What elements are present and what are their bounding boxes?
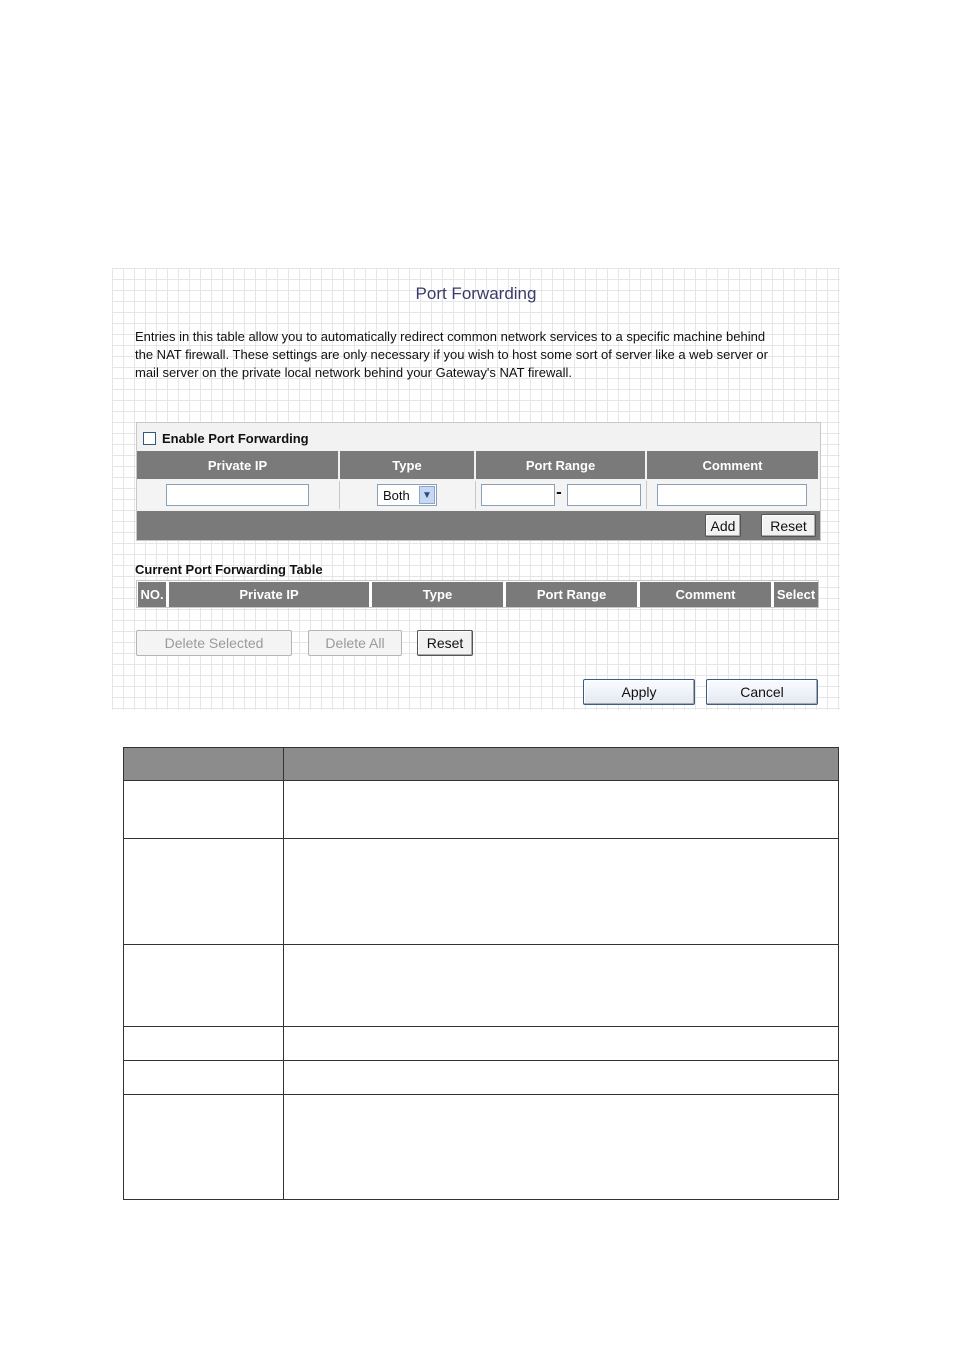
delete-selected-button[interactable]: Delete Selected [136,630,292,656]
type-select[interactable] [377,484,437,506]
range-separator: - [556,485,562,501]
table-cell [124,1095,284,1200]
table-row [124,1027,839,1061]
page-title: Port Forwarding [415,284,537,303]
enable-port-forwarding-label: Enable Port Forwarding [162,430,309,446]
comment-cell [647,481,820,509]
column-comment: Comment [640,582,771,607]
type-select-value: Both [383,487,410,503]
type-cell [340,481,476,509]
column-select: Select [774,582,818,607]
current-table-header [136,580,819,608]
port-forwarding-form [136,422,821,541]
description-table [123,747,839,1200]
table-cell [284,748,839,781]
column-type: Type [372,582,503,607]
header-type: Type [340,451,474,479]
table-cell [284,945,839,1027]
table-cell [124,839,284,945]
table-row [124,781,839,839]
table-cell [284,1061,839,1095]
header-private-ip: Private IP [137,451,338,479]
chevron-down-icon[interactable]: ▼ [419,486,435,504]
table-cell [284,839,839,945]
table-cell [284,1027,839,1061]
table-cell [124,748,284,781]
description-line: the NAT firewall. These settings are only necessary if you wish to host some sort of server like a web server or [135,347,768,362]
enable-port-forwarding-row [143,430,309,446]
table-cell [284,1095,839,1200]
table-reset-button[interactable]: Reset [417,630,473,656]
table-cell [284,781,839,839]
comment-input[interactable] [657,484,807,506]
form-header-row [137,451,820,479]
column-port-range: Port Range [506,582,637,607]
description [135,328,825,382]
description-line: Entries in this table allow you to automatically redirect common network services to a specific machine behind [135,329,766,344]
port-range-cell [476,481,647,509]
header-comment: Comment [647,451,818,479]
table-row [124,945,839,1027]
apply-button[interactable]: Apply [583,679,695,705]
current-table-title: Current Port Forwarding Table [135,562,323,577]
form-input-row [137,481,820,509]
delete-all-button[interactable]: Delete All [308,630,402,656]
reset-button[interactable]: Reset [761,514,816,537]
table-cell [124,781,284,839]
table-row [124,1095,839,1200]
table-cell [124,1061,284,1095]
column-no: NO. [138,582,166,607]
private-ip-cell [137,481,340,509]
private-ip-input[interactable] [166,484,309,506]
table-row [124,1061,839,1095]
port-from-input[interactable] [481,484,555,506]
table-cell [124,945,284,1027]
description-line: mail server on the private local network behind your Gateway's NAT firewall. [135,365,572,380]
table-row [124,839,839,945]
column-private-ip: Private IP [169,582,369,607]
table-cell [124,1027,284,1061]
enable-port-forwarding-checkbox[interactable] [143,432,156,445]
port-forwarding-screenshot [112,268,840,710]
header-port-range: Port Range [476,451,645,479]
add-button[interactable]: Add [705,514,741,537]
cancel-button[interactable]: Cancel [706,679,818,705]
port-to-input[interactable] [567,484,641,506]
form-action-bar [137,511,820,540]
table-header-row [124,748,839,781]
